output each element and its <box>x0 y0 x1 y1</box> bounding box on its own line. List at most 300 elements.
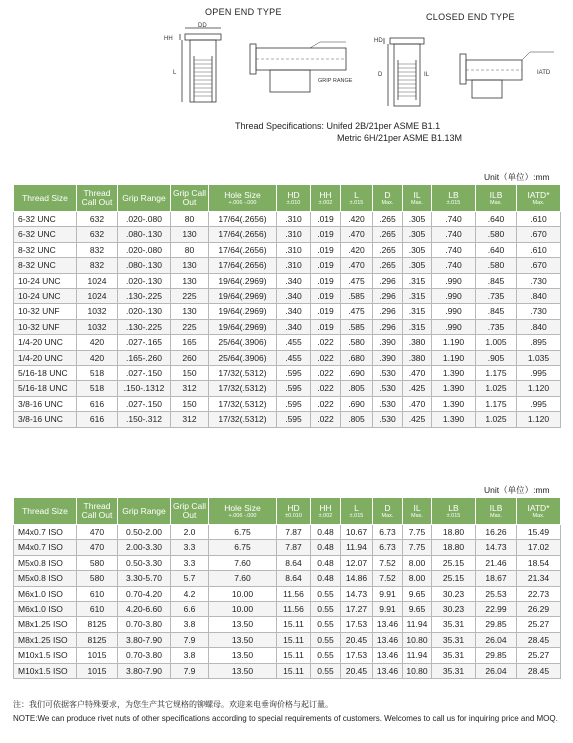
table-cell: 1024 <box>77 289 118 304</box>
table-cell: .425 <box>403 381 432 396</box>
table-cell: M4x0.7 ISO <box>14 540 77 555</box>
table-cell: 225 <box>171 289 209 304</box>
table-cell: 8.64 <box>277 571 311 586</box>
open-end-drawing <box>160 22 360 114</box>
column-header-label: Thread Call Out <box>81 501 113 520</box>
table-cell: .340 <box>277 304 311 319</box>
table-row <box>14 586 561 601</box>
table-cell: 1015 <box>77 663 118 678</box>
column-header-label: HH <box>319 189 332 200</box>
column-header-tolerance: +.006 -.000 <box>228 199 257 206</box>
table-cell: .019 <box>311 304 341 319</box>
table-cell: .530 <box>373 381 403 396</box>
table-cell: .740 <box>432 242 476 257</box>
column-header <box>171 185 209 212</box>
table-cell: .265 <box>373 212 403 227</box>
table-row <box>14 350 561 365</box>
table-cell: 15.11 <box>277 663 311 678</box>
table-cell: .315 <box>403 289 432 304</box>
table-cell: 17.53 <box>341 648 373 663</box>
table-cell: 25/64(.3906) <box>209 335 277 350</box>
table-cell: .805 <box>341 412 373 427</box>
table-cell: 470 <box>77 525 118 540</box>
table-cell: .995 <box>517 366 561 381</box>
table-row <box>14 540 561 555</box>
table-cell: 25.27 <box>517 617 561 632</box>
column-header <box>403 498 432 525</box>
table-cell: 1.390 <box>432 396 476 411</box>
table-cell: .595 <box>277 412 311 427</box>
imperial-spec-table <box>13 184 561 428</box>
table-cell: .425 <box>403 412 432 427</box>
table-row <box>14 366 561 381</box>
table-cell: 4.20-6.60 <box>118 602 171 617</box>
table-cell: 1015 <box>77 648 118 663</box>
hd-label: HD <box>374 38 383 44</box>
table-cell: 130 <box>171 273 209 288</box>
table-cell: 22.99 <box>476 602 517 617</box>
column-header-tolerance: ±0.010 <box>285 512 302 519</box>
table-cell: 1.190 <box>432 350 476 365</box>
table-cell: 8125 <box>77 617 118 632</box>
column-header <box>373 185 403 212</box>
thread-spec-unified: Thread Specifications: Unifed 2B/21per ASME B1.1 <box>235 121 441 131</box>
column-header-tolerance: ±.010 <box>286 199 301 206</box>
table-cell: 3.3 <box>171 540 209 555</box>
table-cell: 7.52 <box>373 571 403 586</box>
table-cell: .020-.130 <box>118 273 171 288</box>
table-cell: .027-.150 <box>118 366 171 381</box>
table-cell: 18.54 <box>517 555 561 570</box>
table-cell: .905 <box>476 350 517 365</box>
table-cell: .022 <box>311 335 341 350</box>
table-cell: M5x0.8 ISO <box>14 571 77 586</box>
table-cell: 1.025 <box>476 381 517 396</box>
table-cell: 0.48 <box>311 555 341 570</box>
table-cell: .265 <box>373 227 403 242</box>
table-cell: 3.8 <box>171 648 209 663</box>
column-header-label: Thread Size <box>22 505 68 516</box>
table-cell: 580 <box>77 555 118 570</box>
table-cell: 10.00 <box>209 602 277 617</box>
table-cell: 16.26 <box>476 525 517 540</box>
table-row <box>14 555 561 570</box>
table-cell: .690 <box>341 366 373 381</box>
column-header-label: Grip Range <box>122 505 166 516</box>
table-cell: 26.04 <box>476 632 517 647</box>
table-cell: 8125 <box>77 632 118 647</box>
table-cell: .420 <box>341 212 373 227</box>
table-cell: 25.27 <box>517 648 561 663</box>
iatd-label: IATD <box>537 70 551 76</box>
table-cell: 7.52 <box>373 555 403 570</box>
column-header-label: LB <box>448 502 459 513</box>
table-cell: .640 <box>476 242 517 257</box>
note-english: NOTE:We can produce rivet nuts of other specifications according to special requirements of customers. Welcomes to call us for inquiring price and MOQ. <box>13 714 558 723</box>
column-header-tolerance: ±.002 <box>318 199 333 206</box>
table-cell: .150-.1312 <box>118 381 171 396</box>
table-cell: 14.86 <box>341 571 373 586</box>
table-cell: .022 <box>311 396 341 411</box>
table-cell: 312 <box>171 381 209 396</box>
column-header <box>432 498 476 525</box>
hh-label: HH <box>164 36 173 42</box>
table-cell: 1.035 <box>517 350 561 365</box>
table-cell: 9.91 <box>373 602 403 617</box>
table-cell: 1032 <box>77 304 118 319</box>
table-cell: .530 <box>373 396 403 411</box>
table-cell: .296 <box>373 319 403 334</box>
table-cell: .595 <box>277 366 311 381</box>
table-cell: .027-.165 <box>118 335 171 350</box>
table-row <box>14 289 561 304</box>
dd-label: DD <box>198 23 207 29</box>
table-cell: .530 <box>373 412 403 427</box>
column-header-label: Thread Size <box>22 192 68 203</box>
table-cell: 13.50 <box>209 663 277 678</box>
table-cell: 21.46 <box>476 555 517 570</box>
table-cell: 5/16-18 UNC <box>14 381 77 396</box>
table-cell: .165-.260 <box>118 350 171 365</box>
table-cell: 19/64(.2969) <box>209 304 277 319</box>
table-row <box>14 381 561 396</box>
table-row <box>14 412 561 427</box>
table-cell: 13.50 <box>209 632 277 647</box>
column-header-tolerance: ±.015 <box>349 199 364 206</box>
table-cell: .470 <box>403 396 432 411</box>
open-end-title: OPEN END TYPE <box>205 7 282 17</box>
table-cell: .585 <box>341 319 373 334</box>
table-cell: .470 <box>341 258 373 273</box>
table-cell: .455 <box>277 335 311 350</box>
grip-range-label: GRIP RANGE <box>318 78 353 84</box>
table-cell: M6x1.0 ISO <box>14 602 77 617</box>
table-cell: 0.50-3.30 <box>118 555 171 570</box>
table-cell: 15.11 <box>277 617 311 632</box>
table-cell: 4.2 <box>171 586 209 601</box>
table-cell: .455 <box>277 350 311 365</box>
table-cell: 17.53 <box>341 617 373 632</box>
note-chinese: 注：我们可依据客户特殊要求，为您生产其它规格的铆螺母。欢迎来电垂询价格与起订量。 <box>13 700 333 709</box>
table-row <box>14 525 561 540</box>
table-cell: 7.75 <box>403 540 432 555</box>
table-cell: .315 <box>403 319 432 334</box>
table-cell: 3.80-7.90 <box>118 632 171 647</box>
table-cell: 130 <box>171 227 209 242</box>
table-cell: 5.7 <box>171 571 209 586</box>
table-cell: .470 <box>403 366 432 381</box>
table-cell: 10-32 UNF <box>14 319 77 334</box>
table-cell: 7.9 <box>171 663 209 678</box>
table-cell: 518 <box>77 381 118 396</box>
table-cell: .020-.080 <box>118 242 171 257</box>
table-cell: .340 <box>277 273 311 288</box>
table-cell: 20.45 <box>341 632 373 647</box>
column-header <box>14 185 77 212</box>
table-row <box>14 304 561 319</box>
table-cell: .305 <box>403 242 432 257</box>
table-cell: M10x1.5 ISO <box>14 648 77 663</box>
table-cell: 0.70-3.80 <box>118 648 171 663</box>
table-cell: 0.55 <box>311 617 341 632</box>
table-cell: 22.73 <box>517 586 561 601</box>
column-header-label: HH <box>319 502 332 513</box>
table-cell: 2.00-3.30 <box>118 540 171 555</box>
table-cell: .340 <box>277 289 311 304</box>
table-cell: 130 <box>171 304 209 319</box>
table-cell: .310 <box>277 242 311 257</box>
table-cell: 7.60 <box>209 571 277 586</box>
table-cell: .022 <box>311 412 341 427</box>
table-cell: 1.175 <box>476 366 517 381</box>
table-row <box>14 617 561 632</box>
table-cell: 19/64(.2969) <box>209 273 277 288</box>
table-cell: M8x1.25 ISO <box>14 617 77 632</box>
table-cell: .022 <box>311 366 341 381</box>
table-cell: .340 <box>277 319 311 334</box>
table-cell: M5x0.8 ISO <box>14 555 77 570</box>
table-cell: 150 <box>171 396 209 411</box>
column-header-label: HD <box>287 189 300 200</box>
table-row <box>14 273 561 288</box>
table-cell: 17/32(.5312) <box>209 396 277 411</box>
table-cell: 3/8-16 UNC <box>14 396 77 411</box>
table-cell: 35.31 <box>432 617 476 632</box>
table-cell: 11.94 <box>403 617 432 632</box>
table-cell: 8.00 <box>403 555 432 570</box>
column-header <box>171 498 209 525</box>
table-cell: 13.46 <box>373 617 403 632</box>
table-cell: 10-32 UNF <box>14 304 77 319</box>
table-cell: 35.31 <box>432 663 476 678</box>
table-cell: .019 <box>311 289 341 304</box>
table-cell: 11.94 <box>403 648 432 663</box>
table-cell: .130-.225 <box>118 319 171 334</box>
table-row <box>14 319 561 334</box>
table-cell: .019 <box>311 319 341 334</box>
column-header <box>432 185 476 212</box>
table-cell: 6.75 <box>209 540 277 555</box>
column-header-label: L <box>354 502 359 513</box>
table-cell: 10.80 <box>403 632 432 647</box>
table-cell: .895 <box>517 335 561 350</box>
table-cell: 610 <box>77 602 118 617</box>
unit-label-metric: Unit（单位）:mm <box>484 485 550 495</box>
table-cell: M6x1.0 ISO <box>14 586 77 601</box>
table-cell: 19/64(.2969) <box>209 289 277 304</box>
closed-end-title: CLOSED END TYPE <box>426 12 515 22</box>
table-cell: 6.6 <box>171 602 209 617</box>
table-cell: 165 <box>171 335 209 350</box>
table-cell: 25.15 <box>432 571 476 586</box>
table-cell: 10-24 UNC <box>14 289 77 304</box>
table-cell: 7.60 <box>209 555 277 570</box>
table-cell: 420 <box>77 350 118 365</box>
table-cell: .585 <box>341 289 373 304</box>
table-cell: 6-32 UNC <box>14 212 77 227</box>
table-cell: 0.48 <box>311 540 341 555</box>
table-cell: .265 <box>373 258 403 273</box>
table-cell: 518 <box>77 366 118 381</box>
table-cell: 0.55 <box>311 648 341 663</box>
table-cell: 1.025 <box>476 412 517 427</box>
table-cell: 3.3 <box>171 555 209 570</box>
table-row <box>14 632 561 647</box>
table-cell: 11.56 <box>277 586 311 601</box>
table-cell: 0.55 <box>311 602 341 617</box>
table-cell: .296 <box>373 289 403 304</box>
column-header <box>14 498 77 525</box>
table-cell: 17/64(.2656) <box>209 242 277 257</box>
column-header-tolerance: Max. <box>411 512 423 519</box>
table-cell: 9.91 <box>373 586 403 601</box>
table-cell: .390 <box>373 335 403 350</box>
table-cell: .019 <box>311 227 341 242</box>
table-cell: 832 <box>77 258 118 273</box>
table-cell: .990 <box>432 304 476 319</box>
table-cell: 1032 <box>77 319 118 334</box>
table-cell: 30.23 <box>432 586 476 601</box>
table-cell: 19/64(.2969) <box>209 319 277 334</box>
table-cell: 15.11 <box>277 632 311 647</box>
table-cell: 6.73 <box>373 540 403 555</box>
table-cell: 470 <box>77 540 118 555</box>
column-header-label: LB <box>448 189 459 200</box>
table-cell: 8-32 UNC <box>14 242 77 257</box>
column-header-tolerance: ±.002 <box>318 512 333 519</box>
table-cell: .730 <box>517 304 561 319</box>
column-header-label: IATD* <box>527 502 550 513</box>
table-cell: 80 <box>171 242 209 257</box>
table-cell: 1.175 <box>476 396 517 411</box>
table-cell: 18.67 <box>476 571 517 586</box>
table-cell: 80 <box>171 212 209 227</box>
table-cell: 5/16-18 UNC <box>14 366 77 381</box>
table-cell: 2.0 <box>171 525 209 540</box>
table-cell: .305 <box>403 212 432 227</box>
column-header <box>209 498 277 525</box>
table-cell: .080-.130 <box>118 227 171 242</box>
table-cell: 7.9 <box>171 632 209 647</box>
table-cell: 14.73 <box>476 540 517 555</box>
table-cell: .990 <box>432 273 476 288</box>
table-cell: 260 <box>171 350 209 365</box>
table-cell: .380 <box>403 350 432 365</box>
table-cell: .315 <box>403 273 432 288</box>
column-header-tolerance: Max. <box>411 199 423 206</box>
column-header <box>517 185 561 212</box>
column-header-tolerance: ±.015 <box>349 512 364 519</box>
table-cell: 26.29 <box>517 602 561 617</box>
table-cell: .595 <box>277 381 311 396</box>
table-cell: .475 <box>341 273 373 288</box>
table-cell: 0.55 <box>311 632 341 647</box>
table-cell: .420 <box>341 242 373 257</box>
table-cell: 3.80-7.90 <box>118 663 171 678</box>
table-row <box>14 663 561 678</box>
table-cell: .990 <box>432 319 476 334</box>
table-cell: 17/32(.5312) <box>209 381 277 396</box>
table-cell: 1.120 <box>517 381 561 396</box>
column-header <box>373 498 403 525</box>
table-cell: 17/32(.5312) <box>209 366 277 381</box>
table-cell: 1.390 <box>432 366 476 381</box>
table-cell: 1.005 <box>476 335 517 350</box>
table-cell: 13.50 <box>209 617 277 632</box>
column-header <box>118 498 171 525</box>
table-cell: .595 <box>277 396 311 411</box>
table-cell: 632 <box>77 212 118 227</box>
table-cell: 150 <box>171 366 209 381</box>
table-row <box>14 396 561 411</box>
column-header-label: Grip Range <box>122 192 166 203</box>
table-cell: 225 <box>171 319 209 334</box>
table-cell: 9.65 <box>403 586 432 601</box>
table-cell: 17/64(.2656) <box>209 227 277 242</box>
table-cell: .022 <box>311 381 341 396</box>
column-header <box>476 185 517 212</box>
table-cell: 10.67 <box>341 525 373 540</box>
column-header <box>118 185 171 212</box>
table-cell: .150-.312 <box>118 412 171 427</box>
table-cell: 12.07 <box>341 555 373 570</box>
table-cell: 21.34 <box>517 571 561 586</box>
l-label: L <box>173 70 177 76</box>
table-cell: 20.45 <box>341 663 373 678</box>
table-cell: 25.53 <box>476 586 517 601</box>
table-cell: 10.00 <box>209 586 277 601</box>
table-cell: .310 <box>277 258 311 273</box>
table-cell: .640 <box>476 212 517 227</box>
table-cell: 7.87 <box>277 525 311 540</box>
column-header-label: Hole Size <box>224 502 261 513</box>
table-cell: .995 <box>517 396 561 411</box>
table-cell: 29.85 <box>476 617 517 632</box>
table-cell: 616 <box>77 412 118 427</box>
table-cell: 6-32 UNC <box>14 227 77 242</box>
column-header <box>341 498 373 525</box>
table-cell: 1.190 <box>432 335 476 350</box>
closed-end-drawing <box>372 30 562 112</box>
column-header-label: IL <box>413 189 421 200</box>
table-cell: 9.65 <box>403 602 432 617</box>
table-cell: 6.73 <box>373 525 403 540</box>
table-cell: .735 <box>476 289 517 304</box>
table-cell: 17/64(.2656) <box>209 212 277 227</box>
table-cell: 17.27 <box>341 602 373 617</box>
table-cell: 13.50 <box>209 648 277 663</box>
table-cell: .475 <box>341 304 373 319</box>
table-cell: .610 <box>517 212 561 227</box>
d-label: D <box>378 72 383 78</box>
table-cell: .470 <box>341 227 373 242</box>
table-cell: 832 <box>77 242 118 257</box>
table-cell: .610 <box>517 242 561 257</box>
table-cell: 1.390 <box>432 412 476 427</box>
table-cell: .265 <box>373 242 403 257</box>
table-cell: .019 <box>311 212 341 227</box>
metric-spec-table <box>13 497 561 679</box>
table-row <box>14 571 561 586</box>
table-cell: 0.48 <box>311 525 341 540</box>
table-cell: .730 <box>517 273 561 288</box>
table-cell: 25/64(.3906) <box>209 350 277 365</box>
table-cell: .530 <box>373 366 403 381</box>
table-cell: .845 <box>476 304 517 319</box>
column-header-label: Grip Call Out <box>172 501 207 520</box>
table-cell: M10x1.5 ISO <box>14 663 77 678</box>
thread-spec-metric: Metric 6H/21per ASME B1.13M <box>337 133 463 143</box>
